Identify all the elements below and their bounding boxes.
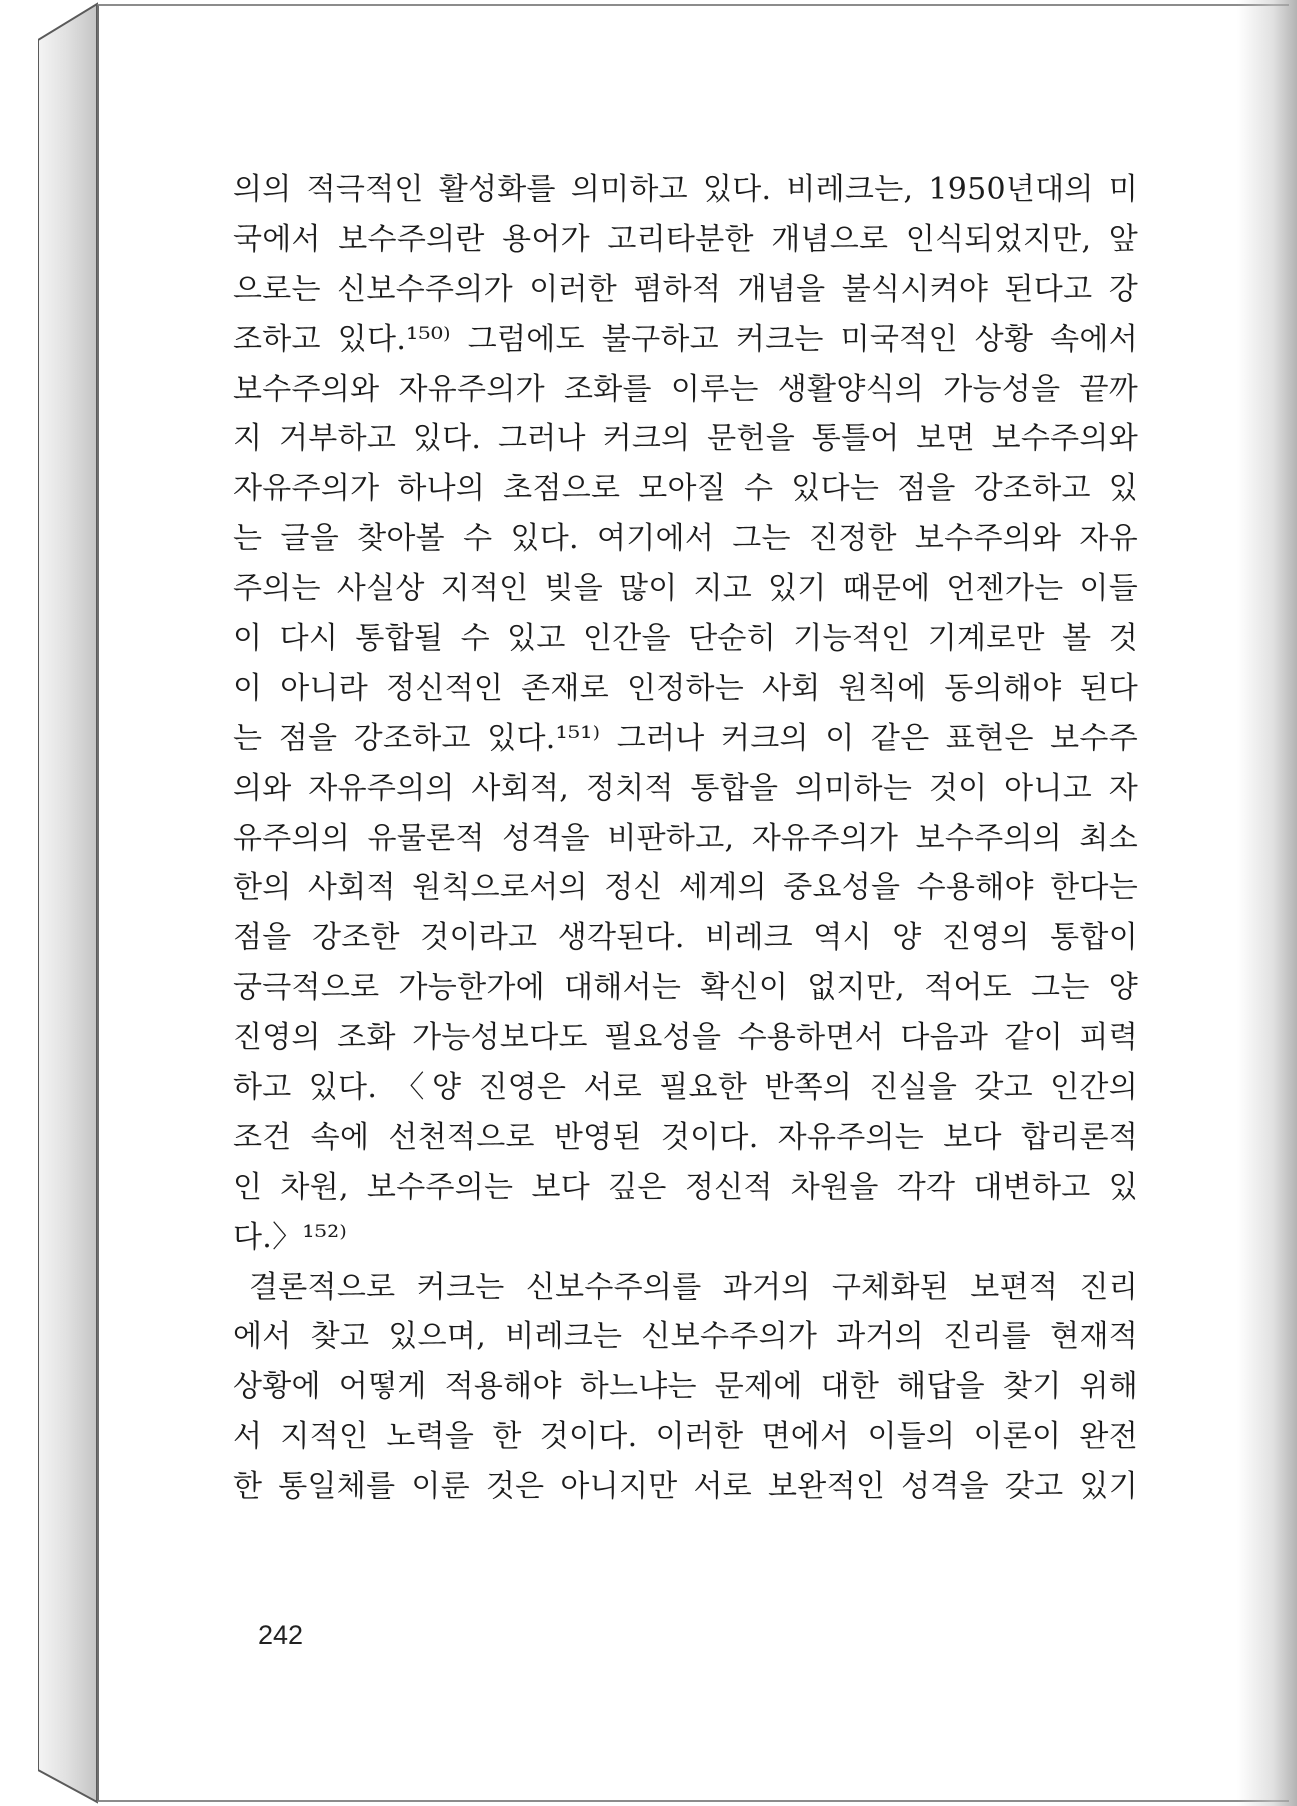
text-line: 조하고 있다.¹⁵⁰⁾ 그럼에도 불구하고 커크는 미국적인 상황 속에서 (233, 321, 1138, 357)
body-text (233, 165, 1138, 1512)
text-line: 하고 있다. 〈양 진영은 서로 필요한 반쪽의 진실을 갖고 인간의 (233, 1070, 1138, 1106)
text-line: 이 다시 통합될 수 있고 인간을 단순히 기능적인 기계로만 볼 것 (233, 621, 1138, 657)
book-spine (38, 0, 98, 1806)
page-edge-shadow (1237, 0, 1297, 1806)
text-line: 는 글을 찾아볼 수 있다. 여기에서 그는 진정한 보수주의와 자유 (233, 521, 1138, 557)
text-line: 결론적으로 커크는 신보수주의를 과거의 구체화된 보편적 진리 (249, 1269, 1138, 1305)
text-line: 의와 자유주의의 사회적, 정치적 통합을 의미하는 것이 아니고 자 (233, 770, 1138, 806)
text-line: 보수주의와 자유주의가 조화를 이루는 생활양식의 가능성을 끝까 (233, 371, 1138, 407)
text-line: 궁극적으로 가능한가에 대해서는 확신이 없지만, 적어도 그는 양 (233, 970, 1138, 1006)
text-line: 는 점을 강조하고 있다.¹⁵¹⁾ 그러나 커크의 이 같은 표현은 보수주 (233, 720, 1138, 756)
text-line: 점을 강조한 것이라고 생각된다. 비레크 역시 양 진영의 통합이 (233, 920, 1138, 956)
text-line: 한 통일체를 이룬 것은 아니지만 서로 보완적인 성격을 갖고 있기 (233, 1469, 1138, 1505)
text-line: 에서 찾고 있으며, 비레크는 신보수주의가 과거의 진리를 현재적 (233, 1319, 1138, 1355)
text-line: 진영의 조화 가능성보다도 필요성을 수용하면서 다음과 같이 피력 (233, 1020, 1138, 1056)
text-line: 국에서 보수주의란 용어가 고리타분한 개념으로 인식되었지만, 앞 (233, 221, 1138, 257)
text-line: 지 거부하고 있다. 그러나 커크의 문헌을 통틀어 보면 보수주의와 (233, 421, 1138, 457)
text-line: 유주의의 유물론적 성격을 비판하고, 자유주의가 보수주의의 최소 (233, 820, 1138, 856)
text-line: 상황에 어떻게 적용해야 하느냐는 문제에 대한 해답을 찾기 위해 (233, 1369, 1138, 1405)
text-line: 으로는 신보수주의가 이러한 폄하적 개념을 불식시켜야 된다고 강 (233, 271, 1138, 307)
page-number: 242 (258, 1620, 304, 1650)
text-line: 인 차원, 보수주의는 보다 깊은 정신적 차원을 각각 대변하고 있 (233, 1169, 1138, 1205)
text-line: 한의 사회적 원칙으로서의 정신 세계의 중요성을 수용해야 한다는 (233, 870, 1138, 906)
text-line: 자유주의가 하나의 초점으로 모아질 수 있다는 점을 강조하고 있 (233, 471, 1138, 507)
text-line: 다.〉¹⁵²⁾ (233, 1219, 348, 1255)
text-line: 이 아니라 정신적인 존재로 인정하는 사회 원칙에 동의해야 된다 (233, 670, 1138, 706)
text-line: 서 지적인 노력을 한 것이다. 이러한 면에서 이들의 이론이 완전 (233, 1419, 1138, 1455)
text-line: 조건 속에 선천적으로 반영된 것이다. 자유주의는 보다 합리론적 (233, 1119, 1138, 1155)
text-line: 의의 적극적인 활성화를 의미하고 있다. 비레크는, 1950년대의 미 (233, 172, 1138, 207)
text-line: 주의는 사실상 지적인 빚을 많이 지고 있기 때문에 언젠가는 이들 (233, 571, 1138, 607)
